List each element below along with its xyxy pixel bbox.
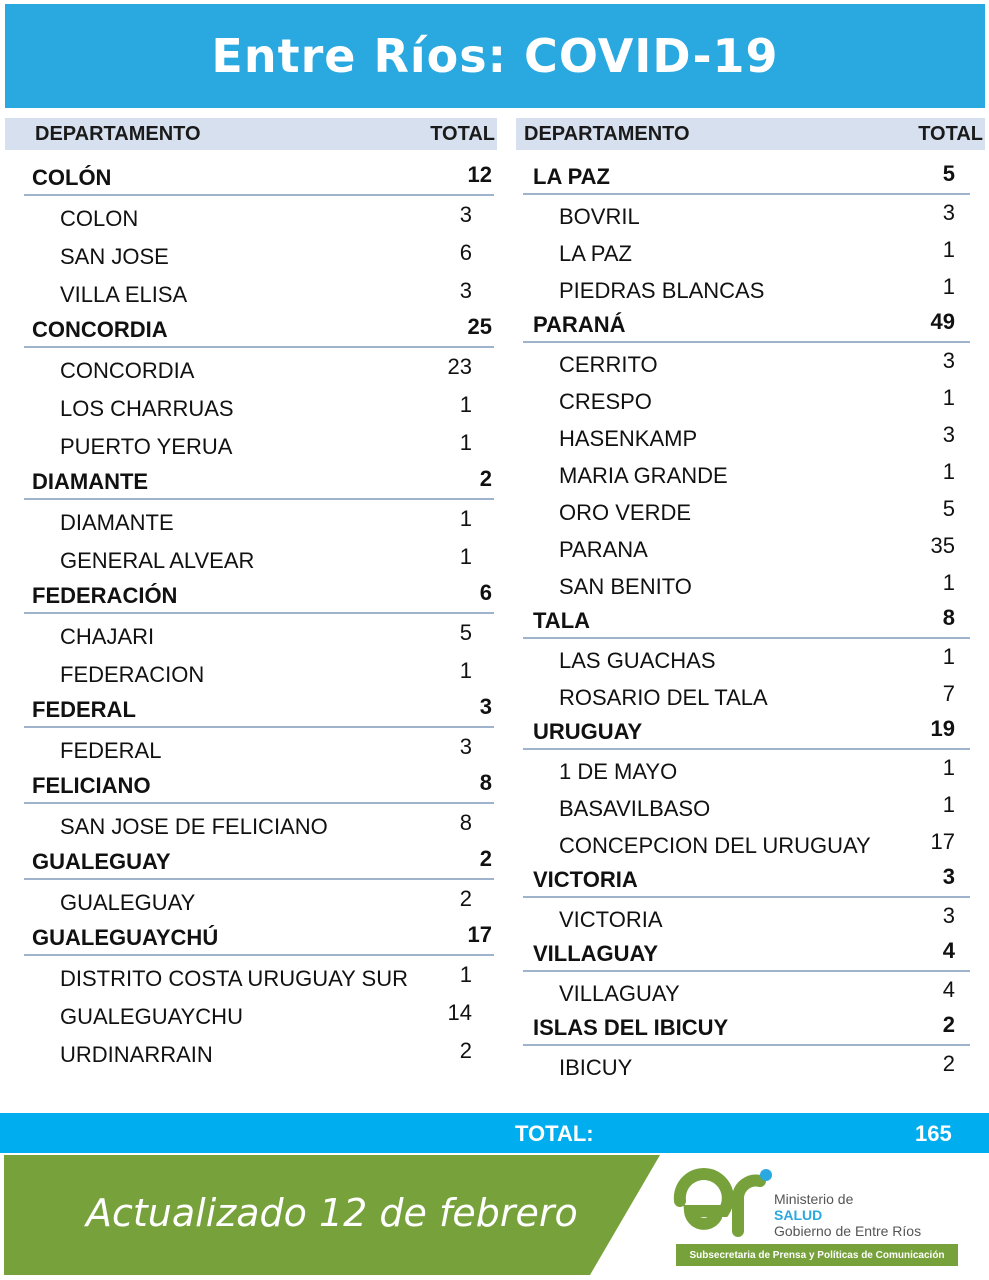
total-value: 165: [915, 1121, 952, 1146]
department-name: LA PAZ: [533, 164, 610, 189]
department-row: [24, 462, 494, 500]
locality-total: 3: [459, 202, 472, 227]
department-row: [24, 158, 494, 196]
updated-date-text: Actualizado 12 de febrero: [86, 1191, 578, 1235]
locality-row: [523, 417, 970, 454]
locality-row: [24, 880, 494, 918]
department-row: [24, 310, 494, 348]
locality-row: [24, 1032, 494, 1070]
locality-total: 3: [942, 200, 955, 225]
footer: [4, 1155, 985, 1275]
locality-total: 23: [447, 354, 472, 379]
locality-name: LA PAZ: [559, 241, 632, 266]
locality-name: SAN JOSE DE FELICIANO: [60, 814, 328, 839]
locality-total: 1: [942, 755, 955, 780]
locality-name: SAN BENITO: [559, 574, 692, 599]
locality-total: 1: [459, 430, 472, 455]
locality-total: 1: [942, 459, 955, 484]
locality-name: DISTRITO COSTA URUGUAY SUR: [60, 966, 408, 991]
locality-row: [523, 528, 970, 565]
locality-total: 4: [942, 977, 955, 1002]
locality-total: 1: [942, 644, 955, 669]
locality-total: 5: [459, 620, 472, 645]
locality-name: LAS GUACHAS: [559, 648, 716, 673]
locality-total: 1: [942, 237, 955, 262]
locality-total: 1: [459, 392, 472, 417]
right-header-total: TOTAL: [918, 122, 983, 145]
left-header-departamento: DEPARTAMENTO: [35, 122, 201, 145]
locality-total: 1: [459, 506, 472, 531]
locality-name: URDINARRAIN: [60, 1042, 213, 1067]
department-total: 8: [942, 605, 955, 630]
department-total: 6: [479, 580, 492, 605]
locality-total: 1: [942, 570, 955, 595]
department-total: 5: [942, 161, 955, 186]
department-row: [24, 766, 494, 804]
locality-total: 35: [930, 533, 955, 558]
locality-row: [24, 196, 494, 234]
locality-name: PIEDRAS BLANCAS: [559, 278, 765, 303]
grand-total-bar: [0, 1113, 989, 1153]
locality-total: 2: [942, 1051, 955, 1076]
right-department-list: [523, 158, 970, 1083]
locality-name: 1 DE MAYO: [559, 759, 678, 784]
department-name: VILLAGUAY: [533, 941, 659, 966]
department-total: 12: [467, 162, 492, 187]
locality-name: DIAMANTE: [60, 510, 174, 535]
locality-row: [24, 728, 494, 766]
er-logo-icon: [668, 1161, 778, 1241]
department-name: CONCORDIA: [32, 317, 168, 342]
ministry-line-2: SALUD: [774, 1207, 823, 1223]
locality-name: BASAVILBASO: [559, 796, 711, 821]
locality-name: ORO VERDE: [559, 500, 692, 525]
left-table-header: [5, 118, 497, 150]
subsecretaria-strip: Subsecretaria de Prensa y Políticas de Comunicación: [676, 1244, 958, 1266]
locality-name: COLON: [60, 206, 139, 231]
department-name: VICTORIA: [533, 867, 638, 892]
locality-name: SAN JOSE: [60, 244, 169, 269]
locality-total: 3: [942, 422, 955, 447]
department-name: COLÓN: [32, 165, 112, 190]
locality-row: [523, 232, 970, 269]
locality-total: 3: [942, 348, 955, 373]
department-name: FEDERACIÓN: [32, 583, 178, 608]
page-title: Entre Ríos: COVID-19: [211, 29, 779, 83]
locality-name: ROSARIO DEL TALA: [559, 685, 768, 710]
locality-total: 3: [942, 903, 955, 928]
locality-total: 1: [942, 792, 955, 817]
locality-row: [523, 972, 970, 1009]
locality-row: [523, 787, 970, 824]
locality-row: [24, 348, 494, 386]
locality-name: VILLA ELISA: [60, 282, 188, 307]
locality-name: FEDERAL: [60, 738, 162, 763]
department-row: [24, 576, 494, 614]
locality-row: [523, 380, 970, 417]
locality-row: [24, 652, 494, 690]
department-total: 3: [479, 694, 492, 719]
ministry-line-1: Ministerio de: [774, 1191, 854, 1207]
locality-total: 1: [459, 962, 472, 987]
locality-total: 6: [459, 240, 472, 265]
locality-row: [24, 994, 494, 1032]
locality-row: [24, 386, 494, 424]
locality-total: 1: [459, 544, 472, 569]
department-name: URUGUAY: [533, 719, 643, 744]
department-total: 25: [467, 314, 492, 339]
locality-row: [523, 491, 970, 528]
locality-name: PUERTO YERUA: [60, 434, 233, 459]
department-name: FELICIANO: [32, 773, 151, 798]
title-banner: [5, 4, 985, 108]
locality-total: 2: [459, 1038, 472, 1063]
locality-total: 7: [942, 681, 955, 706]
locality-name: VILLAGUAY: [559, 981, 680, 1006]
department-name: PARANÁ: [533, 312, 626, 337]
locality-total: 2: [459, 886, 472, 911]
locality-total: 17: [930, 829, 955, 854]
locality-row: [523, 343, 970, 380]
locality-name: MARIA GRANDE: [559, 463, 728, 488]
locality-row: [24, 804, 494, 842]
locality-row: [24, 424, 494, 462]
department-total: 3: [942, 864, 955, 889]
department-total: 19: [930, 716, 955, 741]
department-row: [523, 602, 970, 639]
locality-row: [523, 454, 970, 491]
locality-name: PARANA: [559, 537, 648, 562]
locality-total: 1: [942, 274, 955, 299]
locality-total: 1: [459, 658, 472, 683]
department-total: 49: [930, 309, 955, 334]
department-row: [24, 842, 494, 880]
locality-name: BOVRIL: [559, 204, 640, 229]
department-total: 2: [479, 466, 492, 491]
locality-row: [24, 614, 494, 652]
department-row: [523, 1009, 970, 1046]
locality-row: [523, 898, 970, 935]
department-row: [523, 935, 970, 972]
locality-name: GUALEGUAYCHU: [60, 1004, 243, 1029]
ministry-line-3: Gobierno de Entre Ríos: [774, 1223, 922, 1239]
locality-row: [523, 639, 970, 676]
locality-row: [523, 676, 970, 713]
locality-row: [24, 272, 494, 310]
locality-name: CHAJARI: [60, 624, 155, 649]
department-total: 2: [942, 1012, 955, 1037]
department-name: DIAMANTE: [32, 469, 149, 494]
locality-row: [24, 538, 494, 576]
department-name: FEDERAL: [32, 697, 136, 722]
department-name: GUALEGUAYCHÚ: [32, 925, 219, 950]
locality-total: 14: [447, 1000, 472, 1025]
department-row: [523, 861, 970, 898]
locality-total: 8: [459, 810, 472, 835]
locality-name: IBICUY: [559, 1055, 633, 1080]
department-name: GUALEGUAY: [32, 849, 171, 874]
ministry-label: [774, 1191, 921, 1239]
locality-name: FEDERACION: [60, 662, 205, 687]
locality-total: 3: [459, 734, 472, 759]
department-row: [523, 158, 970, 195]
locality-row: [24, 956, 494, 994]
locality-row: [24, 234, 494, 272]
left-header-total: TOTAL: [430, 122, 495, 145]
locality-name: VICTORIA: [559, 907, 663, 932]
locality-name: GUALEGUAY: [60, 890, 196, 915]
locality-name: CERRITO: [559, 352, 658, 377]
department-name: TALA: [533, 608, 591, 633]
locality-row: [523, 565, 970, 602]
locality-name: HASENKAMP: [559, 426, 698, 451]
total-label: TOTAL:: [515, 1121, 594, 1146]
locality-row: [523, 269, 970, 306]
department-row: [24, 690, 494, 728]
department-row: [523, 306, 970, 343]
locality-total: 5: [942, 496, 955, 521]
left-department-list: [24, 158, 494, 1070]
locality-row: [523, 1046, 970, 1083]
locality-row: [523, 750, 970, 787]
locality-total: 3: [459, 278, 472, 303]
locality-name: CONCORDIA: [60, 358, 195, 383]
department-total: 17: [467, 922, 492, 947]
department-name: ISLAS DEL IBICUY: [533, 1015, 729, 1040]
department-total: 2: [479, 846, 492, 871]
department-row: [523, 713, 970, 750]
locality-row: [24, 500, 494, 538]
locality-total: 1: [942, 385, 955, 410]
locality-row: [523, 824, 970, 861]
locality-row: [523, 195, 970, 232]
locality-name: GENERAL ALVEAR: [60, 548, 255, 573]
department-total: 4: [942, 938, 955, 963]
locality-name: CRESPO: [559, 389, 652, 414]
department-total: 8: [479, 770, 492, 795]
locality-name: CONCEPCION DEL URUGUAY: [559, 833, 871, 858]
right-header-departamento: DEPARTAMENTO: [524, 122, 690, 145]
locality-name: LOS CHARRUAS: [60, 396, 234, 421]
right-table-header: [516, 118, 985, 150]
department-row: [24, 918, 494, 956]
